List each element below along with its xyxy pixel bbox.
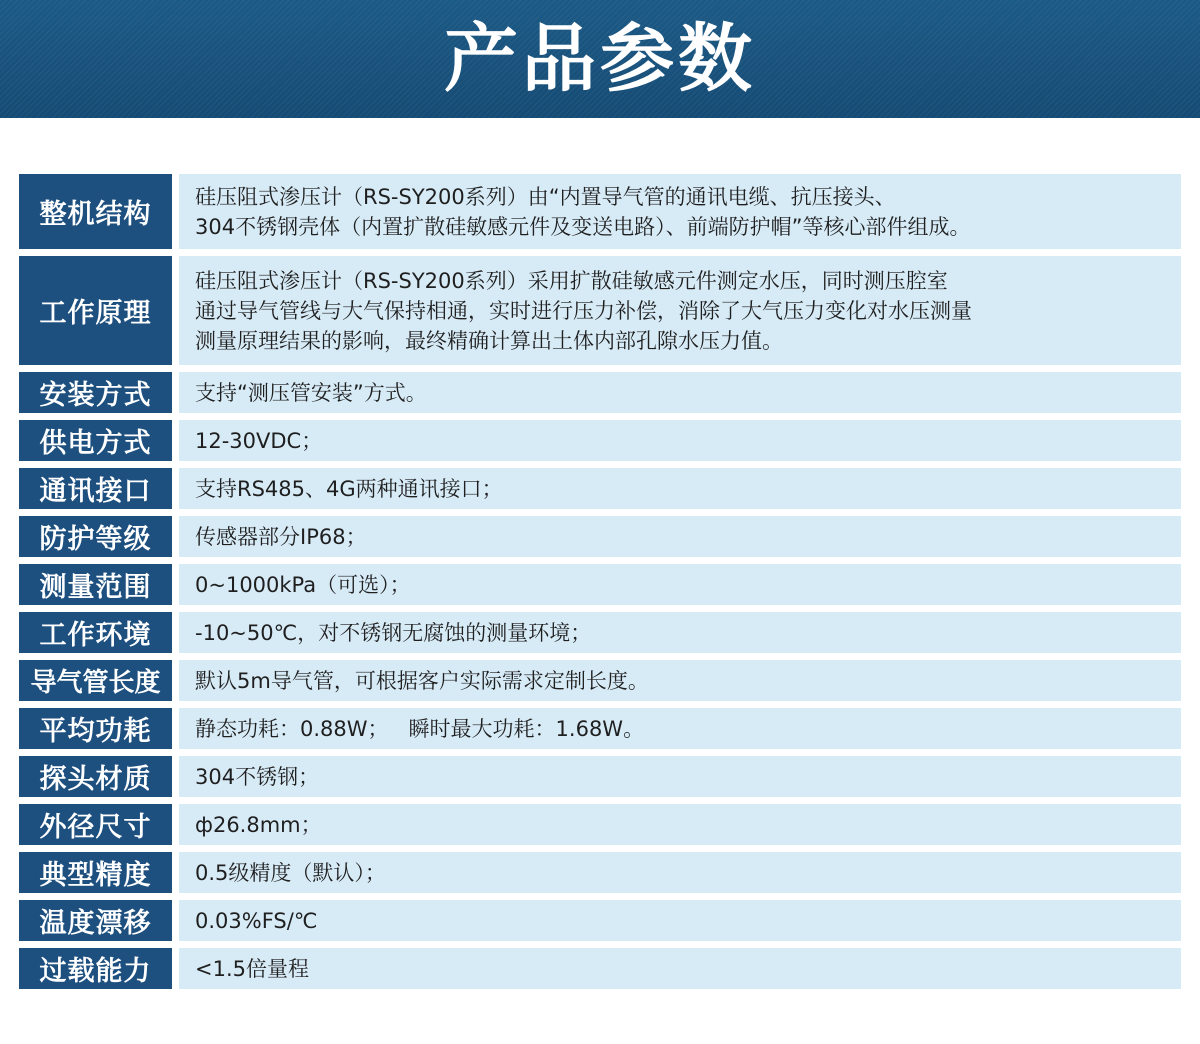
spec-label: 安装方式 — [19, 372, 172, 413]
spec-value-line: 硅压阻式渗压计（RS-SY200系列）由“内置导气管的通讯电缆、抗压接头、 — [195, 184, 896, 209]
spec-value: <1.5倍量程 — [179, 948, 1181, 989]
spec-label: 导气管长度 — [19, 660, 172, 701]
spec-table — [19, 174, 1181, 996]
spec-row-environment — [19, 612, 1181, 653]
spec-value: 12-30VDC； — [179, 420, 1181, 461]
spec-row-principle — [19, 256, 1181, 365]
spec-label: 探头材质 — [19, 756, 172, 797]
spec-value — [179, 256, 1181, 365]
spec-value: 0.03%FS/℃ — [179, 900, 1181, 941]
spec-label: 工作环境 — [19, 612, 172, 653]
spec-label: 测量范围 — [19, 564, 172, 605]
spec-row-protection — [19, 516, 1181, 557]
spec-label: 供电方式 — [19, 420, 172, 461]
spec-row-range — [19, 564, 1181, 605]
spec-label: 外径尺寸 — [19, 804, 172, 845]
spec-label: 通讯接口 — [19, 468, 172, 509]
spec-label: 平均功耗 — [19, 708, 172, 749]
spec-value: 默认5m导气管，可根据客户实际需求定制长度。 — [179, 660, 1181, 701]
spec-value-line: 通过导气管线与大气保持相通，实时进行压力补偿，消除了大气压力变化对水压测量 — [195, 298, 972, 323]
spec-row-power-consumption — [19, 708, 1181, 749]
spec-row-accuracy — [19, 852, 1181, 893]
spec-label: 工作原理 — [19, 256, 172, 365]
spec-value-line: 测量原理结果的影响，最终精确计算出土体内部孔隙水压力值。 — [195, 328, 783, 353]
spec-label: 过载能力 — [19, 948, 172, 989]
spec-label: 防护等级 — [19, 516, 172, 557]
spec-row-tube-length — [19, 660, 1181, 701]
spec-value: 静态功耗：0.88W； 瞬时最大功耗：1.68W。 — [179, 708, 1181, 749]
spec-value: 0.5级精度（默认）； — [179, 852, 1181, 893]
spec-label: 温度漂移 — [19, 900, 172, 941]
spec-row-structure — [19, 174, 1181, 249]
spec-value-line: 304不锈钢壳体（内置扩散硅敏感元件及变送电路）、前端防护帽”等核心部件组成。 — [195, 214, 971, 239]
spec-row-power-supply — [19, 420, 1181, 461]
spec-row-installation — [19, 372, 1181, 413]
spec-value: 支持RS485、4G两种通讯接口； — [179, 468, 1181, 509]
spec-value — [179, 174, 1181, 249]
spec-row-material — [19, 756, 1181, 797]
spec-row-interface — [19, 468, 1181, 509]
spec-value: 传感器部分IP68； — [179, 516, 1181, 557]
spec-label: 典型精度 — [19, 852, 172, 893]
spec-value: 支持“测压管安装”方式。 — [179, 372, 1181, 413]
spec-value: 304不锈钢； — [179, 756, 1181, 797]
spec-row-temperature-drift — [19, 900, 1181, 941]
spec-value: ф26.8mm； — [179, 804, 1181, 845]
spec-value: 0~1000kPa（可选）； — [179, 564, 1181, 605]
spec-row-diameter — [19, 804, 1181, 845]
page-title: 产品参数 — [444, 16, 756, 102]
spec-row-overload — [19, 948, 1181, 989]
spec-label: 整机结构 — [19, 174, 172, 249]
header-banner — [0, 0, 1200, 118]
spec-value-line: 硅压阻式渗压计（RS-SY200系列）采用扩散硅敏感元件测定水压，同时测压腔室 — [195, 268, 948, 293]
spec-value: -10~50℃，对不锈钢无腐蚀的测量环境； — [179, 612, 1181, 653]
